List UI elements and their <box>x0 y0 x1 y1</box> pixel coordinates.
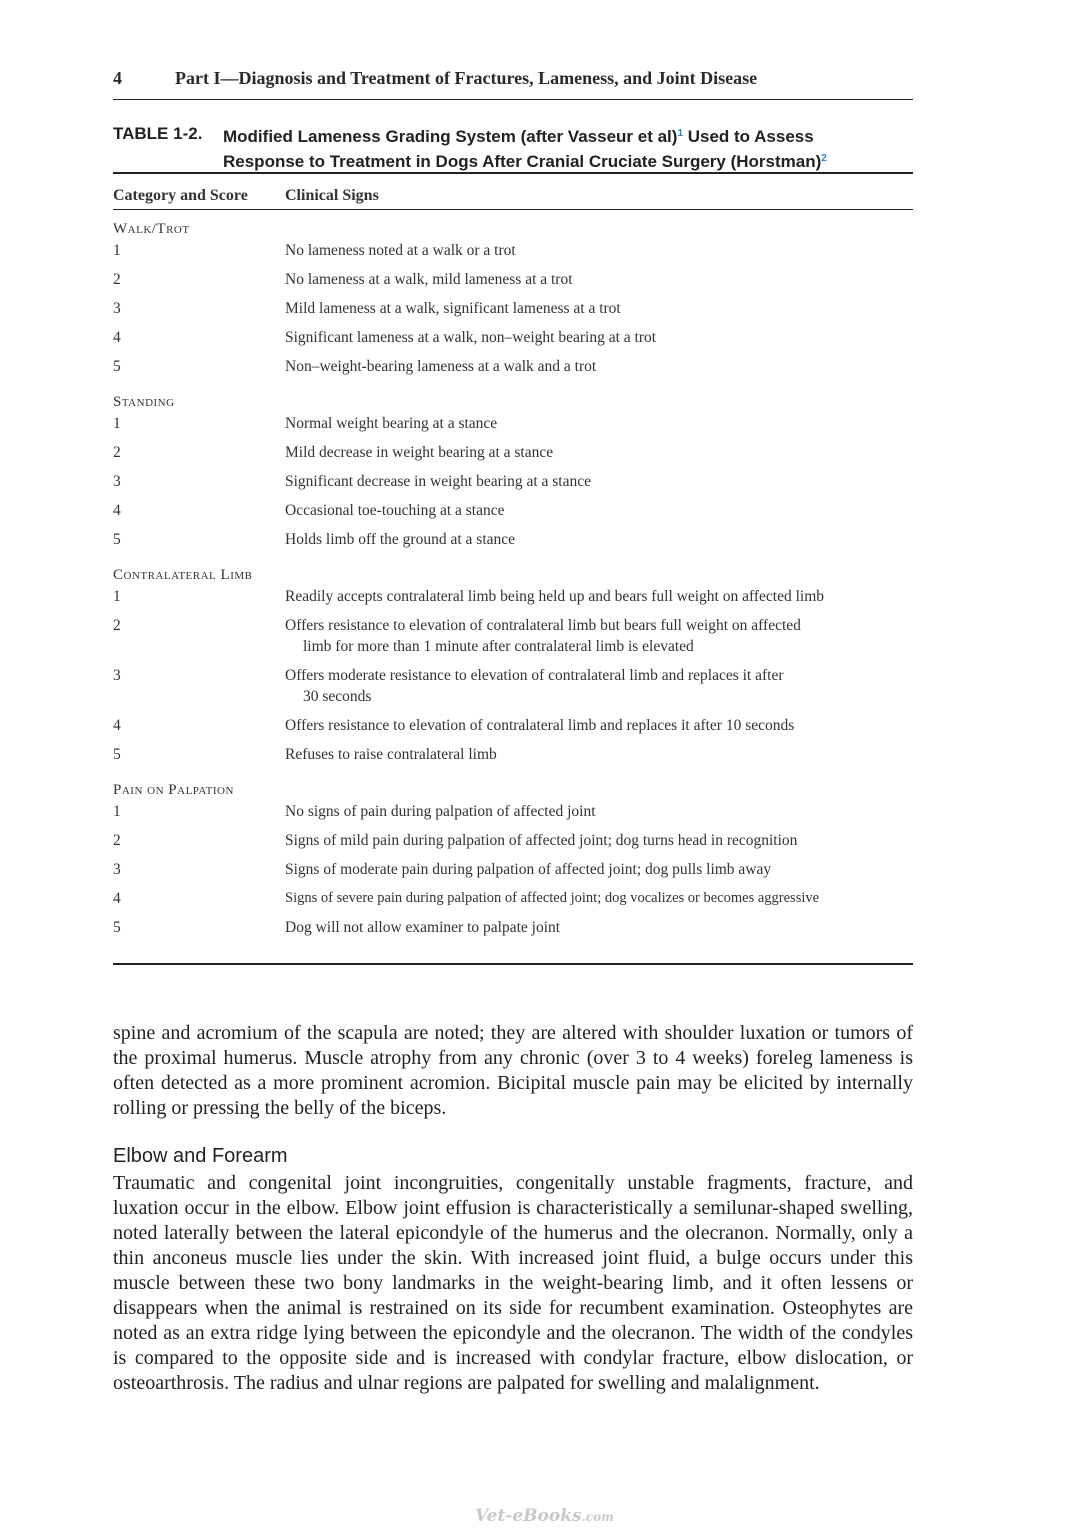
table-row <box>113 801 913 822</box>
clinical-sign-text: Significant lameness at a walk, non–weight bearing at a trot <box>285 329 657 346</box>
clinical-sign-cell <box>285 298 913 319</box>
score-cell: 1 <box>113 242 121 259</box>
clinical-sign-cell <box>285 529 913 550</box>
table-row <box>113 269 913 290</box>
table-row <box>113 859 913 880</box>
score-cell: 1 <box>113 588 121 605</box>
table-row <box>113 327 913 348</box>
table-group <box>113 564 913 765</box>
score-cell: 2 <box>113 271 121 288</box>
score-cell: 4 <box>113 329 121 346</box>
clinical-sign-cell <box>285 442 913 463</box>
table-row <box>113 715 913 736</box>
clinical-sign-text: Signs of severe pain during palpation of affected joint; dog vocalizes or becomes aggressive <box>285 890 820 906</box>
table-row <box>113 356 913 377</box>
table-row <box>113 529 913 550</box>
clinical-sign-cell <box>285 801 913 822</box>
clinical-sign-text: Readily accepts contralateral limb being held up and bears full weight on affected limb <box>285 588 825 605</box>
score-cell: 3 <box>113 300 121 317</box>
score-cell: 4 <box>113 890 121 907</box>
clinical-sign-text: No lameness at a walk, mild lameness at a trot <box>285 271 573 288</box>
score-cell: 5 <box>113 531 121 548</box>
clinical-sign-cell <box>285 327 913 348</box>
clinical-sign-cell <box>285 240 913 261</box>
table-header-rule <box>113 209 913 210</box>
section-heading: Elbow and Forearm <box>113 1145 288 1167</box>
clinical-sign-text: Holds limb off the ground at a stance <box>285 531 516 548</box>
clinical-sign-text: Occasional toe-touching at a stance <box>285 502 505 519</box>
footnote-ref-1[interactable]: 1 <box>677 128 683 139</box>
table-row <box>113 298 913 319</box>
clinical-sign-text: Normal weight bearing at a stance <box>285 415 498 432</box>
table-row <box>113 744 913 765</box>
score-cell: 5 <box>113 919 121 936</box>
score-cell: 1 <box>113 415 121 432</box>
table-row <box>113 917 913 938</box>
running-head <box>113 68 913 100</box>
table-group <box>113 218 913 377</box>
running-head-title: Part I—Diagnosis and Treatment of Fractures, Lameness, and Joint Disease <box>175 68 758 88</box>
score-cell: 4 <box>113 717 121 734</box>
caption-line-1-text: Modified Lameness Grading System (after Vasseur et al) <box>223 127 678 146</box>
table-caption-line-2 <box>223 148 913 173</box>
body-paragraph-1: spine and acromium of the scapula are noted; they are altered with shoulder luxation or tumors of the proximal humerus. Muscle atrophy from any chronic (over 3 to 4 weeks) foreleg lameness is often detected as a more prominent acromion. Bicipital muscle pain may be elicited by internally rolling or pressing the belly of the biceps. <box>113 1022 913 1119</box>
table-row <box>113 888 913 909</box>
clinical-sign-cell <box>285 830 913 851</box>
table-top-rule <box>113 172 913 174</box>
clinical-sign-cell <box>285 356 913 377</box>
table-bottom-rule <box>113 963 913 965</box>
footnote-ref-2[interactable]: 2 <box>821 153 827 164</box>
score-cell: 2 <box>113 444 121 461</box>
clinical-sign-cell <box>285 917 913 938</box>
body-paragraph-2: Traumatic and congenital joint incongruities, congenitally unstable fragments, fracture, and luxation occur in the elbow. Elbow joint effusion is characteristically a semilunar-shaped swelling, noted laterally between the lateral epicondyle of the humerus and the olecranon. Normally, only a thin anconeus muscle lies under the skin. With increased joint fluid, a bulge occurs under this muscle between these two bony landmarks in the weight-bearing limb, and it often lessens or disappears when the animal is restrained on its side for recumbent examination. Osteophytes are noted as an extra ridge lying between the epicondyle and the olecranon. The width of the condyles is compared to the opposite side and is increased with condylar fracture, elbow dislocation, or osteoarthrosis. The radius and ulnar regions are palpated for swelling and malalignment. <box>113 1172 913 1394</box>
clinical-sign-cell <box>285 665 913 707</box>
watermark-logo <box>475 1506 614 1526</box>
table-row <box>113 442 913 463</box>
score-cell: 2 <box>113 832 121 849</box>
table-group <box>113 779 913 938</box>
clinical-sign-cell <box>285 413 913 434</box>
clinical-sign-text: Significant decrease in weight bearing at a stance <box>285 473 591 490</box>
score-cell: 1 <box>113 803 121 820</box>
clinical-sign-text: Non–weight-bearing lameness at a walk and a trot <box>285 358 597 375</box>
clinical-sign-text: Signs of mild pain during palpation of affected joint; dog turns head in recognition <box>285 832 798 849</box>
page-number: 4 <box>113 68 122 88</box>
clinical-sign-text: Offers resistance to elevation of contralateral limb but bears full weight on affected <box>285 617 801 634</box>
clinical-sign-cell <box>285 859 913 880</box>
clinical-sign-text: Offers moderate resistance to elevation of contralateral limb and replaces it after <box>285 667 784 684</box>
clinical-sign-cell <box>285 500 913 521</box>
category-label: Walk/Trot <box>113 221 190 237</box>
clinical-sign-cell <box>285 888 913 909</box>
category-label: Pain on Palpation <box>113 782 234 798</box>
table-label: TABLE 1-2. <box>113 124 203 143</box>
table-row <box>113 586 913 607</box>
clinical-sign-text: Mild lameness at a walk, significant lameness at a trot <box>285 300 621 317</box>
score-cell: 2 <box>113 617 121 634</box>
clinical-sign-cell <box>285 744 913 765</box>
table-row <box>113 413 913 434</box>
column-header-clinical-signs: Clinical Signs <box>285 187 379 204</box>
watermark-domain: .com <box>581 1510 614 1524</box>
clinical-sign-continuation: limb for more than 1 minute after contralateral limb is elevated <box>303 638 694 655</box>
score-cell: 5 <box>113 746 121 763</box>
table-row <box>113 615 913 657</box>
clinical-sign-cell <box>285 586 913 607</box>
table-body <box>113 218 913 946</box>
category-label: Contralateral Limb <box>113 567 253 583</box>
score-cell: 4 <box>113 502 121 519</box>
watermark-brand: Vet-eBooks <box>475 1506 582 1526</box>
score-cell: 3 <box>113 861 121 878</box>
table-row <box>113 471 913 492</box>
table-caption <box>113 123 913 173</box>
score-cell: 3 <box>113 667 121 684</box>
clinical-sign-cell <box>285 715 913 736</box>
clinical-sign-text: Dog will not allow examiner to palpate joint <box>285 919 561 936</box>
table-row <box>113 830 913 851</box>
table-caption-line-1 <box>223 123 913 148</box>
clinical-sign-cell <box>285 615 913 657</box>
clinical-sign-text: Refuses to raise contralateral limb <box>285 746 497 763</box>
clinical-sign-text: Signs of moderate pain during palpation of affected joint; dog pulls limb away <box>285 861 772 878</box>
clinical-sign-cell <box>285 471 913 492</box>
score-cell: 3 <box>113 473 121 490</box>
table-row <box>113 500 913 521</box>
table-row <box>113 240 913 261</box>
clinical-sign-text: No lameness noted at a walk or a trot <box>285 242 516 259</box>
caption-line-2-text: Response to Treatment in Dogs After Cranial Cruciate Surgery (Horstman) <box>223 152 822 171</box>
table-group <box>113 391 913 550</box>
category-label: Standing <box>113 394 175 410</box>
column-header-category: Category and Score <box>113 187 248 204</box>
clinical-sign-text: Offers resistance to elevation of contralateral limb and replaces it after 10 seconds <box>285 717 795 734</box>
table-row <box>113 665 913 707</box>
caption-line-1-tail: Used to Assess <box>683 127 814 146</box>
clinical-sign-continuation: 30 seconds <box>303 688 372 705</box>
clinical-sign-text: No signs of pain during palpation of affected joint <box>285 803 596 820</box>
score-cell: 5 <box>113 358 121 375</box>
clinical-sign-cell <box>285 269 913 290</box>
clinical-sign-text: Mild decrease in weight bearing at a stance <box>285 444 554 461</box>
